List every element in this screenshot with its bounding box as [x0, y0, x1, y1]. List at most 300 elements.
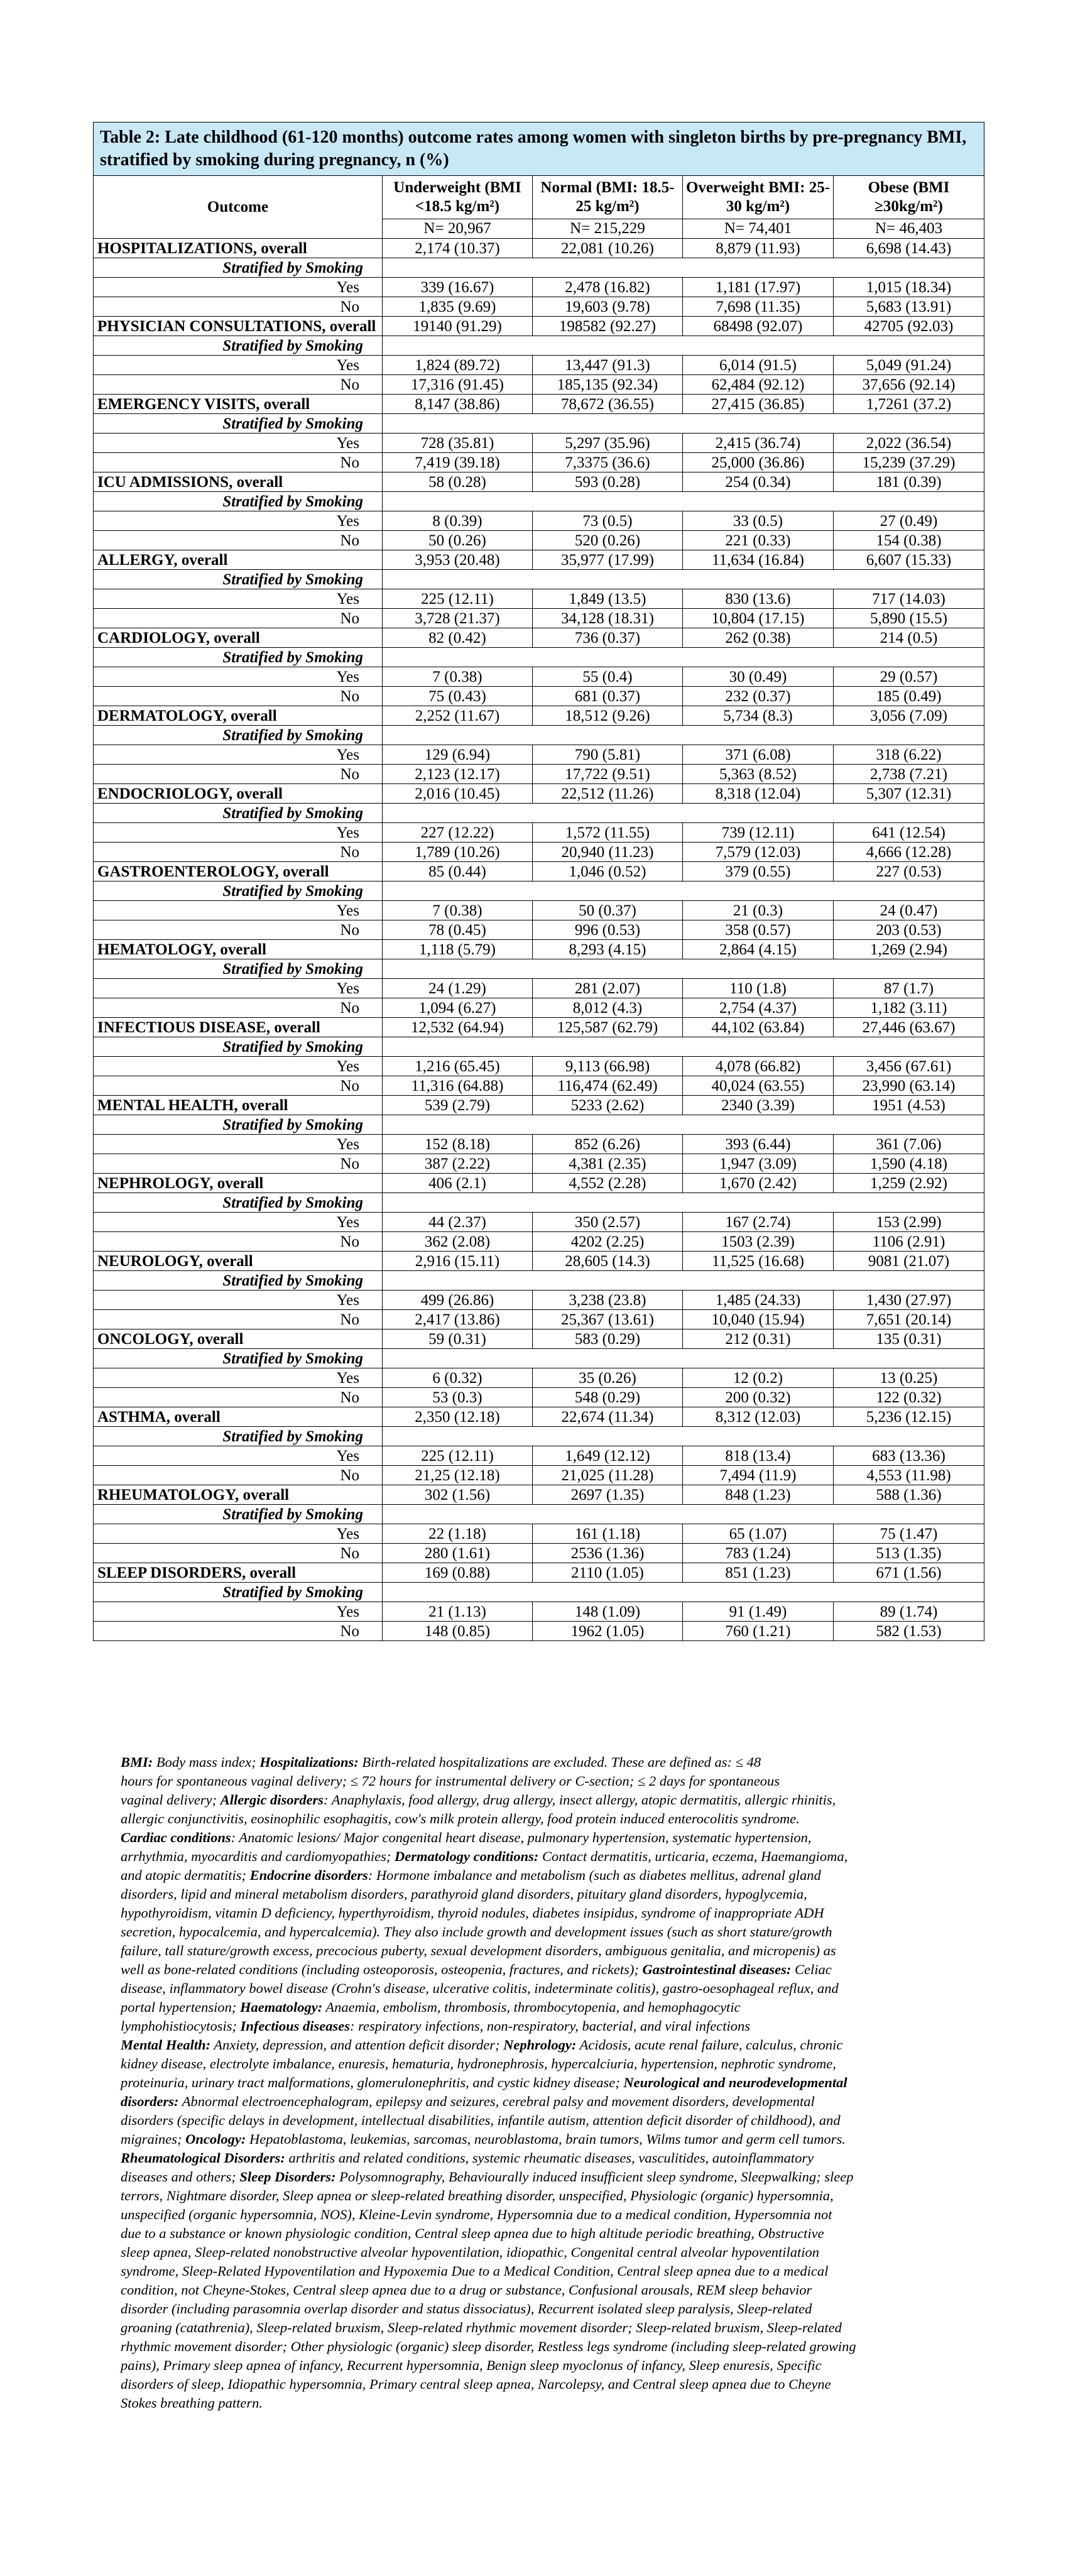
footnote-line — [121, 2337, 956, 2356]
table-cell: 212 (0.31) — [683, 1329, 834, 1349]
table-cell: 681 (0.37) — [533, 687, 683, 706]
outcome-header: Outcome — [94, 176, 383, 239]
table-row-smoking-yes — [94, 1446, 984, 1466]
stratified-blank-cell — [383, 1505, 984, 1524]
table-cell: 4,553 (11.98) — [834, 1466, 984, 1485]
table-cell: 8,318 (12.04) — [683, 784, 834, 804]
table-row-stratified — [94, 258, 984, 278]
table-footnotes — [121, 1753, 956, 2413]
table-cell: 1,015 (18.34) — [834, 278, 984, 297]
table-cell: 6 (0.32) — [383, 1368, 533, 1388]
table-row-overall — [94, 1329, 984, 1349]
row-label: GASTROENTEROLOGY, overall — [94, 862, 383, 881]
row-label: ONCOLOGY, overall — [94, 1329, 383, 1349]
table-cell: 548 (0.29) — [533, 1388, 683, 1407]
table-row-stratified — [94, 336, 984, 356]
table-row-stratified — [94, 959, 984, 979]
table-cell: 406 (2.1) — [383, 1174, 533, 1193]
table-cell: 13,447 (91.3) — [533, 356, 683, 375]
table-cell: 181 (0.39) — [834, 472, 984, 492]
stratified-label: Stratified by Smoking — [94, 492, 383, 511]
table-cell: 10,040 (15.94) — [683, 1310, 834, 1329]
footnote-text: terrors, Nightmare disorder, Sleep apnea or sleep-related breathing disorder, unspecified, Physiologic (organic) hypersomnia, — [121, 2188, 834, 2203]
footnote-line — [121, 2262, 956, 2281]
table-cell: 2697 (1.35) — [533, 1485, 683, 1505]
table-cell: 75 (0.43) — [383, 687, 533, 706]
table-cell: 6,607 (15.33) — [834, 550, 984, 570]
table-cell: 22,512 (11.26) — [533, 784, 683, 804]
table-cell: 17,316 (91.45) — [383, 375, 533, 395]
table-row-smoking-no — [94, 297, 984, 317]
table-row-smoking-yes — [94, 1213, 984, 1232]
table-cell: 5,307 (12.31) — [834, 784, 984, 804]
table-cell: 2110 (1.05) — [533, 1563, 683, 1583]
table-cell: 717 (14.03) — [834, 589, 984, 609]
stratified-blank-cell — [383, 726, 984, 745]
footnote-text: Celiac — [791, 1962, 832, 1977]
stratified-label: Stratified by Smoking — [94, 1427, 383, 1446]
table-cell: 12 (0.2) — [683, 1368, 834, 1388]
row-label: SLEEP DISORDERS, overall — [94, 1563, 383, 1583]
table-row-stratified — [94, 1349, 984, 1368]
table-cell: 3,728 (21.37) — [383, 609, 533, 628]
table-cell: 1,849 (13.5) — [533, 589, 683, 609]
table-row-smoking-no — [94, 843, 984, 862]
table-cell: 1,485 (24.33) — [683, 1291, 834, 1310]
table-cell: 1,947 (3.09) — [683, 1154, 834, 1174]
table-cell: 1,181 (17.97) — [683, 278, 834, 297]
table-cell: 851 (1.23) — [683, 1563, 834, 1583]
row-label: DERMATOLOGY, overall — [94, 706, 383, 726]
row-label: No — [94, 920, 383, 940]
table-cell: 227 (0.53) — [834, 862, 984, 881]
table-cell: 91 (1.49) — [683, 1602, 834, 1622]
stratified-blank-cell — [383, 336, 984, 356]
table-row-smoking-yes — [94, 1291, 984, 1310]
table-cell: 1,649 (12.12) — [533, 1446, 683, 1466]
table-row-smoking-no — [94, 1076, 984, 1096]
row-label: PHYSICIAN CONSULTATIONS, overall — [94, 317, 383, 336]
table-row-smoking-no — [94, 1544, 984, 1563]
footnote-line — [121, 1941, 956, 1960]
footnote-text: arrhythmia, myocarditis and cardiomyopathies; — [121, 1848, 395, 1864]
table-cell: 20,940 (11.23) — [533, 843, 683, 862]
table-cell: 148 (0.85) — [383, 1622, 533, 1641]
table-cell: 5,363 (8.52) — [683, 765, 834, 784]
row-label: ALLERGY, overall — [94, 550, 383, 570]
table-cell: 73 (0.5) — [533, 511, 683, 531]
row-label: No — [94, 687, 383, 706]
footnote-text: : Hormone imbalance and metabolism (such as diabetes mellitus, adrenal gland — [368, 1867, 821, 1883]
table-row-stratified — [94, 648, 984, 667]
footnote-text: Contact dermatitis, urticaria, eczema, Haemangioma, — [538, 1848, 848, 1864]
table-cell: 8,012 (4.3) — [533, 998, 683, 1018]
table-cell: 152 (8.18) — [383, 1135, 533, 1154]
table-cell: 7,651 (20.14) — [834, 1310, 984, 1329]
footnote-line — [121, 2036, 956, 2055]
table-row-smoking-no — [94, 609, 984, 628]
footnote-text: kidney disease, electrolyte imbalance, enuresis, hematuria, hydronephrosis, hypercalciuria, hypertension, nephrotic syndrome, — [121, 2056, 836, 2071]
table-row-overall — [94, 317, 984, 336]
table-row-smoking-yes — [94, 745, 984, 765]
table-row-overall — [94, 1174, 984, 1193]
table-row-smoking-yes — [94, 589, 984, 609]
table-cell: 2,754 (4.37) — [683, 998, 834, 1018]
table-cell: 78 (0.45) — [383, 920, 533, 940]
table-row-stratified — [94, 1271, 984, 1291]
table-cell: 7,698 (11.35) — [683, 297, 834, 317]
footnote-text: Abnormal electroencephalogram, epilepsy and seizures, cerebral palsy and movement disorders, developmental — [178, 2093, 815, 2109]
footnote-text: Birth-related hospitalizations are excluded. These are defined as: ≤ 48 — [358, 1754, 761, 1770]
table-cell: 1,835 (9.69) — [383, 297, 533, 317]
table-row-overall — [94, 1018, 984, 1037]
table-cell: 28,605 (14.3) — [533, 1252, 683, 1271]
table-row-overall — [94, 1407, 984, 1427]
table-cell: 198582 (92.27) — [533, 317, 683, 336]
table-cell: 8,293 (4.15) — [533, 940, 683, 959]
table-row-stratified — [94, 492, 984, 511]
table-cell: 19,603 (9.78) — [533, 297, 683, 317]
row-label: NEUROLOGY, overall — [94, 1252, 383, 1271]
table-cell: 593 (0.28) — [533, 472, 683, 492]
table-cell: 29 (0.57) — [834, 667, 984, 687]
table-cell: 736 (0.37) — [533, 628, 683, 648]
footnote-line — [121, 2149, 956, 2168]
footnote-line — [121, 1923, 956, 1941]
row-label: EMERGENCY VISITS, overall — [94, 395, 383, 414]
table-cell: 790 (5.81) — [533, 745, 683, 765]
stratified-blank-cell — [383, 492, 984, 511]
table-cell: 499 (26.86) — [383, 1291, 533, 1310]
table-cell: 227 (12.22) — [383, 823, 533, 843]
table-row-overall — [94, 1252, 984, 1271]
footnote-term: Endocrine disorders — [249, 1867, 368, 1883]
table-cell: 2,123 (12.17) — [383, 765, 533, 784]
footnote-line — [121, 1847, 956, 1866]
footnote-term: Hospitalizations: — [259, 1754, 359, 1770]
stratified-label: Stratified by Smoking — [94, 959, 383, 979]
footnote-term: Rheumatological Disorders: — [121, 2150, 285, 2166]
row-label: Yes — [94, 1213, 383, 1232]
table-cell: 4,078 (66.82) — [683, 1057, 834, 1076]
footnote-text: Anaemia, embolism, thrombosis, thrombocytopenia, and hemophagocytic — [322, 1999, 741, 2015]
table-cell: 65 (1.07) — [683, 1524, 834, 1544]
table-cell: 11,525 (16.68) — [683, 1252, 834, 1271]
table-cell: 221 (0.33) — [683, 531, 834, 550]
row-label: NEPHROLOGY, overall — [94, 1174, 383, 1193]
table-row-smoking-yes — [94, 979, 984, 998]
footnote-term: Infectious diseases — [240, 2018, 350, 2034]
table-row-smoking-yes — [94, 1602, 984, 1622]
stratified-blank-cell — [383, 1583, 984, 1602]
footnote-line — [121, 1866, 956, 1885]
footnote-term: Neurological and neurodevelopmental — [623, 2075, 847, 2090]
table-cell: 169 (0.88) — [383, 1563, 533, 1583]
footnote-line — [121, 2168, 956, 2186]
table-cell: 7 (0.38) — [383, 667, 533, 687]
stratified-blank-cell — [383, 1271, 984, 1291]
footnote-text: pains), Primary sleep apnea of infancy, Recurrent hypersomnia, Benign sleep myoclonus of infancy, Sleep enuresis, Specific — [121, 2357, 822, 2373]
row-label: ENDOCRIOLOGY, overall — [94, 784, 383, 804]
stratified-label: Stratified by Smoking — [94, 1193, 383, 1213]
table-cell: 7,3375 (36.6) — [533, 453, 683, 472]
table-cell: 23,990 (63.14) — [834, 1076, 984, 1096]
stratified-label: Stratified by Smoking — [94, 1349, 383, 1368]
table-cell: 135 (0.31) — [834, 1329, 984, 1349]
table-cell: 281 (2.07) — [533, 979, 683, 998]
table-cell: 2,916 (15.11) — [383, 1252, 533, 1271]
footnote-text: Polysomnography, Behaviourally induced insufficient sleep syndrome, Sleepwalking; sleep — [335, 2169, 854, 2185]
table-cell: 583 (0.29) — [533, 1329, 683, 1349]
footnote-term: Sleep Disorders: — [239, 2169, 336, 2185]
footnote-text: migraines; — [121, 2131, 186, 2147]
footnote-text: disorders, lipid and mineral metabolism disorders, parathyroid gland disorders, pituitary gland disorders, hypoglycemia, — [121, 1886, 807, 1902]
table-cell: 22 (1.18) — [383, 1524, 533, 1544]
table-cell: 1951 (4.53) — [834, 1096, 984, 1115]
table-cell: 1,590 (4.18) — [834, 1154, 984, 1174]
table-row-overall — [94, 472, 984, 492]
footnote-text: well as bone-related conditions (including osteoporosis, osteopenia, fractures, and rickets); — [121, 1962, 643, 1977]
table-row-smoking-no — [94, 1154, 984, 1174]
stratified-label: Stratified by Smoking — [94, 570, 383, 589]
footnote-text: : Anaphylaxis, food allergy, drug allergy, insect allergy, atopic dermatitis, allergic rhinitis, — [324, 1792, 836, 1808]
row-label: No — [94, 375, 383, 395]
table-cell: 7 (0.38) — [383, 901, 533, 920]
footnote-line — [121, 2186, 956, 2205]
row-label: Yes — [94, 278, 383, 297]
table-cell: 116,474 (62.49) — [533, 1076, 683, 1096]
table-cell: 5,890 (15.5) — [834, 609, 984, 628]
row-label: RHEUMATOLOGY, overall — [94, 1485, 383, 1505]
footnote-line — [121, 2375, 956, 2394]
table-cell: 40,024 (63.55) — [683, 1076, 834, 1096]
table-cell: 53 (0.3) — [383, 1388, 533, 1407]
footnote-text: Body mass index; — [153, 1754, 260, 1770]
row-label: Yes — [94, 667, 383, 687]
footnote-line — [121, 1753, 956, 1772]
table-cell: 8,147 (38.86) — [383, 395, 533, 414]
row-label: Yes — [94, 1057, 383, 1076]
stratified-blank-cell — [383, 1349, 984, 1368]
footnote-text: hours for spontaneous vaginal delivery; ≤ 72 hours for instrumental delivery or C-section; ≤ 2 days for spontaneous — [121, 1773, 780, 1789]
stratified-blank-cell — [383, 648, 984, 667]
table-cell: 2,864 (4.15) — [683, 940, 834, 959]
footnote-line — [121, 1960, 956, 1979]
footnote-line — [121, 1998, 956, 2017]
footnote-text: : respiratory infections, non-respiratory, bacterial, and viral infections — [349, 2018, 751, 2034]
table-row-smoking-no — [94, 765, 984, 784]
row-label: No — [94, 1076, 383, 1096]
table-cell: 393 (6.44) — [683, 1135, 834, 1154]
table-cell: 830 (13.6) — [683, 589, 834, 609]
table-cell: 1,094 (6.27) — [383, 998, 533, 1018]
footnote-text: rhythmic movement disorder; Other physiologic (organic) sleep disorder, Restless legs syndrome (including sleep-related growing — [121, 2339, 856, 2354]
table-cell: 12,532 (64.94) — [383, 1018, 533, 1037]
table-row-smoking-no — [94, 1388, 984, 1407]
table-cell: 1,824 (89.72) — [383, 356, 533, 375]
table-cell: 35,977 (17.99) — [533, 550, 683, 570]
table-cell: 1106 (2.91) — [834, 1232, 984, 1252]
footnote-text: disorders (specific delays in development, intellectual disabilities, infantile autism, attention deficit disorder of childhood), and — [121, 2112, 841, 2128]
footnote-term: Gastrointestinal diseases: — [642, 1962, 792, 1977]
table-cell: 22,674 (11.34) — [533, 1407, 683, 1427]
table-cell: 848 (1.23) — [683, 1485, 834, 1505]
stratified-blank-cell — [383, 1037, 984, 1057]
table-cell: 1,789 (10.26) — [383, 843, 533, 862]
stratified-label: Stratified by Smoking — [94, 1505, 383, 1524]
table-cell: 783 (1.24) — [683, 1544, 834, 1563]
table-cell: 33 (0.5) — [683, 511, 834, 531]
table-row-overall — [94, 550, 984, 570]
table-cell: 2,022 (36.54) — [834, 434, 984, 453]
stratified-label: Stratified by Smoking — [94, 336, 383, 356]
footnote-line — [121, 2318, 956, 2337]
table-cell: 1,118 (5.79) — [383, 940, 533, 959]
stratified-label: Stratified by Smoking — [94, 414, 383, 434]
table-cell: 1503 (2.39) — [683, 1232, 834, 1252]
row-label: Yes — [94, 1368, 383, 1388]
table-cell: 5233 (2.62) — [533, 1096, 683, 1115]
table-cell: 371 (6.08) — [683, 745, 834, 765]
table-cell: 154 (0.38) — [834, 531, 984, 550]
stratified-blank-cell — [383, 881, 984, 901]
footnote-line — [121, 2205, 956, 2224]
table-cell: 87 (1.7) — [834, 979, 984, 998]
footnote-text: disorder (including parasomnia overlap disorder and status dissociatus), Recurrent isolated sleep paralysis, Sleep-related — [121, 2301, 812, 2317]
outcome-rates-table — [93, 122, 984, 1641]
table-cell: 34,128 (18.31) — [533, 609, 683, 628]
table-cell: 5,049 (91.24) — [834, 356, 984, 375]
table-cell: 8,879 (11.93) — [683, 239, 834, 258]
table-cell: 200 (0.32) — [683, 1388, 834, 1407]
table-row-overall — [94, 940, 984, 959]
stratified-label: Stratified by Smoking — [94, 1271, 383, 1291]
table-cell: 728 (35.81) — [383, 434, 533, 453]
table-row-stratified — [94, 1505, 984, 1524]
table-cell: 42705 (92.03) — [834, 317, 984, 336]
table-row-smoking-no — [94, 998, 984, 1018]
table-cell: 2,415 (36.74) — [683, 434, 834, 453]
footnote-text: allergic conjunctivitis, eosinophilic esophagitis, cow's milk protein allergy, food protein induced enterocolitis syndrome. — [121, 1811, 800, 1826]
table-cell: 22,081 (10.26) — [533, 239, 683, 258]
table-header-row — [94, 176, 984, 219]
table-cell: 58 (0.28) — [383, 472, 533, 492]
table-cell: 5,734 (8.3) — [683, 706, 834, 726]
footnote-line — [121, 2130, 956, 2149]
table-row-smoking-no — [94, 687, 984, 706]
table-cell: 1,7261 (37.2) — [834, 395, 984, 414]
table-cell: 1,216 (65.45) — [383, 1057, 533, 1076]
table-cell: 6,014 (91.5) — [683, 356, 834, 375]
footnote-text: and atopic dermatitis; — [121, 1867, 250, 1883]
row-label: Yes — [94, 823, 383, 843]
table-cell: 78,672 (36.55) — [533, 395, 683, 414]
footnote-text: Stokes breathing pattern. — [121, 2395, 263, 2411]
table-cell: 21 (1.13) — [383, 1602, 533, 1622]
table-cell: 641 (12.54) — [834, 823, 984, 843]
footnote-term: Cardiac conditions — [121, 1830, 231, 1845]
table-cell: 818 (13.4) — [683, 1446, 834, 1466]
footnote-text: condition, not Cheyne-Stokes, Central sleep apnea due to a drug or substance, Confusional arousals, REM sleep behavior — [121, 2282, 812, 2298]
footnote-text: syndrome, Sleep-Related Hypoventilation and Hypoxemia Due to a Medical Condition, Central sleep apnea due to a medical — [121, 2263, 829, 2279]
footnote-text: : Anatomic lesions/ Major congenital heart disease, pulmonary hypertension, systematic hypertension, — [231, 1830, 812, 1845]
table-cell: 125,587 (62.79) — [533, 1018, 683, 1037]
footnote-text: Anxiety, depression, and attention deficit disorder; — [210, 2037, 504, 2053]
table-cell: 85 (0.44) — [383, 862, 533, 881]
stratified-blank-cell — [383, 1115, 984, 1135]
table-cell: 50 (0.26) — [383, 531, 533, 550]
table-cell: 19140 (91.29) — [383, 317, 533, 336]
footnote-text: Acidosis, acute renal failure, calculus, chronic — [576, 2037, 843, 2053]
footnote-line — [121, 2300, 956, 2318]
footnote-term: Nephrology: — [503, 2037, 577, 2053]
stratified-label: Stratified by Smoking — [94, 804, 383, 823]
table-cell: 50 (0.37) — [533, 901, 683, 920]
table-cell: 21,25 (12.18) — [383, 1466, 533, 1485]
table-cell: 4,552 (2.28) — [533, 1174, 683, 1193]
table-row-overall — [94, 239, 984, 258]
table-cell: 350 (2.57) — [533, 1213, 683, 1232]
table-cell: 37,656 (92.14) — [834, 375, 984, 395]
table-cell: 9081 (21.07) — [834, 1252, 984, 1271]
table-cell: 8 (0.39) — [383, 511, 533, 531]
footnote-line — [121, 2224, 956, 2243]
table-row-stratified — [94, 1427, 984, 1446]
table-cell: 588 (1.36) — [834, 1485, 984, 1505]
table-cell: 254 (0.34) — [683, 472, 834, 492]
table-row-smoking-yes — [94, 511, 984, 531]
table-cell: 1,269 (2.94) — [834, 940, 984, 959]
table-cell: 55 (0.4) — [533, 667, 683, 687]
table-cell: 44 (2.37) — [383, 1213, 533, 1232]
table-cell: 129 (6.94) — [383, 745, 533, 765]
table-row-smoking-no — [94, 920, 984, 940]
table-cell: 1,259 (2.92) — [834, 1174, 984, 1193]
row-label: No — [94, 453, 383, 472]
table-cell: 362 (2.08) — [383, 1232, 533, 1252]
table-title: Table 2: Late childhood (61-120 months) outcome rates among women with singleton births by pre-pregnancy BMI, stratified by smoking during pregnancy, n (%) — [94, 123, 984, 176]
stratified-label: Stratified by Smoking — [94, 1037, 383, 1057]
table-cell: 520 (0.26) — [533, 531, 683, 550]
table-cell: 2,738 (7.21) — [834, 765, 984, 784]
table-row-overall — [94, 1485, 984, 1505]
table-cell: 21 (0.3) — [683, 901, 834, 920]
table-row-stratified — [94, 1583, 984, 1602]
table-row-smoking-yes — [94, 901, 984, 920]
table-cell: 361 (7.06) — [834, 1135, 984, 1154]
footnote-text: disorders of sleep, Idiopathic hypersomnia, Primary central sleep apnea, Narcolepsy, and Central sleep apnea due to Cheyne — [121, 2376, 831, 2392]
table-cell: 27,446 (63.67) — [834, 1018, 984, 1037]
table-row-smoking-no — [94, 1310, 984, 1329]
row-label: Yes — [94, 979, 383, 998]
table-row-stratified — [94, 804, 984, 823]
table-cell: 25,000 (36.86) — [683, 453, 834, 472]
table-cell: 1,430 (27.97) — [834, 1291, 984, 1310]
footnote-term: Mental Health: — [121, 2037, 211, 2053]
table-cell: 1,182 (3.11) — [834, 998, 984, 1018]
footnote-text: unspecified (organic hypersomnia, NOS), Kleine-Levin syndrome, Hypersomnia due to a medical condition, Hypersomnia not — [121, 2207, 832, 2222]
table-cell: 82 (0.42) — [383, 628, 533, 648]
table-cell: 167 (2.74) — [683, 1213, 834, 1232]
footnote-line — [121, 1885, 956, 1904]
table-cell: 3,953 (20.48) — [383, 550, 533, 570]
footnote-line — [121, 2281, 956, 2300]
table-cell: 2,478 (16.82) — [533, 278, 683, 297]
footnote-line — [121, 1979, 956, 1998]
table-cell: 2,252 (11.67) — [383, 706, 533, 726]
row-label: No — [94, 1466, 383, 1485]
table-cell: 11,316 (64.88) — [383, 1076, 533, 1096]
